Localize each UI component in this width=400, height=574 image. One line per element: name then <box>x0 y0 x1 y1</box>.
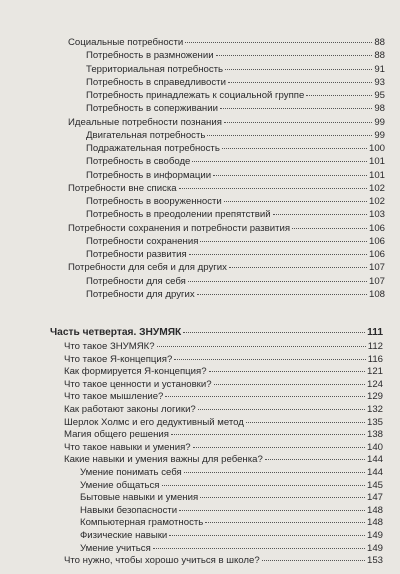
dot-leader <box>222 147 367 149</box>
entry-page-number: 101 <box>368 169 385 181</box>
toc-entry <box>0 391 400 404</box>
dot-leader <box>193 446 365 448</box>
toc-entry <box>0 36 400 49</box>
dot-leader <box>171 433 365 435</box>
entry-title: Потребности сохранения <box>86 235 199 247</box>
entry-page-number: 99 <box>374 129 385 141</box>
entry-title: Физические навыки <box>80 529 168 541</box>
dot-leader <box>216 54 373 56</box>
entry-title: Подражательная потребность <box>86 143 220 154</box>
toc-entry <box>0 341 400 354</box>
dot-leader <box>184 471 365 473</box>
toc-subentry <box>0 275 400 288</box>
dot-leader <box>157 345 366 347</box>
entry-page-number: 144 <box>366 454 383 466</box>
toc-subentry <box>0 480 400 493</box>
entry-title: Магия общего решения <box>64 429 169 441</box>
dot-leader <box>200 496 365 498</box>
dot-leader <box>205 521 365 523</box>
entry-title: Потребности сохранения и потребности развития <box>68 222 291 234</box>
entry-title: Потребности вне списка <box>68 182 177 194</box>
entry-title: Что нужно, чтобы хорошо учиться в школе? <box>64 555 260 567</box>
toc-entry <box>0 182 400 195</box>
entry-page-number: 95 <box>374 90 385 101</box>
toc-subentry <box>0 155 400 168</box>
entry-page-number: 124 <box>366 378 383 390</box>
entry-page-number: 88 <box>374 37 385 48</box>
dot-leader <box>165 395 365 397</box>
toc-subentry <box>0 195 400 208</box>
toc-subentry <box>0 49 400 62</box>
toc-subentry <box>0 235 400 248</box>
entry-title: Социальные потребности <box>68 37 184 48</box>
dot-leader <box>192 160 367 162</box>
toc-subentry <box>0 169 400 182</box>
entry-title: Навыки безопасности <box>80 504 178 516</box>
entry-title: Как работают законы логики? <box>64 403 196 415</box>
toc-subentry <box>0 129 400 142</box>
toc-subentry <box>0 63 400 76</box>
entry-page-number: 106 <box>368 222 385 234</box>
dot-leader <box>169 534 365 536</box>
entry-title: Потребность в преодолении препятствий <box>86 209 271 221</box>
dot-leader <box>185 41 372 43</box>
toc-subentry <box>0 248 400 261</box>
toc-subentry <box>0 505 400 518</box>
toc-entry <box>0 222 400 235</box>
toc-subentry <box>0 288 400 301</box>
dot-leader <box>225 68 372 70</box>
entry-page-number: 145 <box>366 479 383 491</box>
entry-page-number: 121 <box>366 366 383 378</box>
section-gap <box>0 301 400 325</box>
entry-title: Что такое ценности и установки? <box>64 378 212 390</box>
dot-leader <box>214 383 365 385</box>
toc-entry <box>0 417 400 430</box>
entry-title: Идеальные потребности познания <box>68 116 222 128</box>
entry-title: Потребность в информации <box>86 169 212 181</box>
entry-title: Что такое мышление? <box>64 391 164 403</box>
entry-page-number: 138 <box>366 429 383 441</box>
entry-page-number: 116 <box>367 353 383 365</box>
entry-page-number: 91 <box>374 63 385 75</box>
entry-page-number: 147 <box>366 492 383 504</box>
dot-leader <box>292 227 367 229</box>
entry-page-number: 112 <box>367 341 383 352</box>
entry-page-number: 149 <box>366 542 383 554</box>
dot-leader <box>153 547 365 549</box>
entry-title: Что такое ЗНУМЯК? <box>64 341 155 352</box>
entry-page-number: 102 <box>368 196 385 207</box>
dot-leader <box>179 187 367 189</box>
toc-entry <box>0 366 400 379</box>
entry-title: Потребность в размножении <box>86 50 214 62</box>
dot-leader <box>213 174 367 176</box>
toc-entry <box>0 354 400 367</box>
dot-leader <box>273 213 367 215</box>
entry-page-number: 99 <box>374 116 385 128</box>
dot-leader <box>197 293 367 295</box>
table-of-contents <box>0 36 400 568</box>
toc-subentry <box>0 517 400 530</box>
entry-title: Потребности развития <box>86 249 187 260</box>
entry-page-number: 98 <box>374 103 385 115</box>
toc-subentry <box>0 543 400 556</box>
entry-title: Шерлок Холмс и его дедуктивный метод <box>64 416 244 428</box>
entry-title: Потребности для себя <box>86 275 186 287</box>
dot-leader <box>200 240 367 242</box>
toc-entry <box>0 261 400 274</box>
toc-subentry <box>0 89 400 102</box>
entry-title: Потребность в вооруженности <box>86 196 222 207</box>
entry-page-number: 144 <box>366 466 383 478</box>
toc-subentry <box>0 530 400 543</box>
dot-leader <box>189 253 367 255</box>
toc-subentry <box>0 76 400 89</box>
dot-leader <box>183 331 365 333</box>
entry-page-number: 149 <box>366 529 383 541</box>
entry-title: Умение учиться <box>80 542 151 554</box>
dot-leader <box>229 266 367 268</box>
entry-title: Потребность в свободе <box>86 156 191 168</box>
dot-leader <box>224 121 372 123</box>
entry-page-number: 101 <box>368 156 385 168</box>
toc-entry <box>0 555 400 568</box>
entry-page-number: 103 <box>368 209 385 221</box>
toc-entry <box>0 379 400 392</box>
toc-section-needs <box>0 36 400 301</box>
entry-page-number: 140 <box>366 441 383 453</box>
entry-page-number: 148 <box>366 517 383 529</box>
dot-leader <box>262 559 365 561</box>
toc-entry <box>0 442 400 455</box>
entry-page-number: 132 <box>366 403 383 415</box>
entry-page-number: 93 <box>374 76 385 88</box>
toc-entry <box>0 454 400 467</box>
part-title: Часть четвертая. ЗНУМЯК <box>50 327 182 338</box>
entry-page-number: 108 <box>368 288 385 300</box>
dot-leader <box>265 458 365 460</box>
toc-subentry <box>0 467 400 480</box>
dot-leader <box>220 107 372 109</box>
entry-title: Потребность в справедливости <box>86 76 226 88</box>
entry-page-number: 100 <box>368 143 385 154</box>
toc-entry <box>0 429 400 442</box>
entry-page-number: 107 <box>368 275 385 287</box>
dot-leader <box>228 81 372 83</box>
dot-leader <box>162 484 365 486</box>
toc-subentry <box>0 102 400 115</box>
entry-page-number: 107 <box>368 262 385 274</box>
toc-entry <box>0 404 400 417</box>
dot-leader <box>306 94 372 96</box>
entry-page-number: 88 <box>374 50 385 62</box>
entry-page-number: 102 <box>368 182 385 194</box>
dot-leader <box>224 200 367 202</box>
entry-title: Какие навыки и умения важны для ребенка? <box>64 454 263 466</box>
entry-page-number: 129 <box>366 391 383 403</box>
toc-subentry <box>0 142 400 155</box>
entry-page-number: 106 <box>368 235 385 247</box>
toc-entry <box>0 116 400 129</box>
entry-page-number: 153 <box>366 555 383 567</box>
entry-title: Что такое Я-концепция? <box>64 353 173 365</box>
entry-title: Что такое навыки и умения? <box>64 441 191 453</box>
entry-title: Потребности для себя и для других <box>68 262 227 274</box>
toc-subentry <box>0 208 400 221</box>
entry-page-number: 148 <box>366 504 383 516</box>
entry-title: Бытовые навыки и умения <box>80 492 199 504</box>
part-page-number: 111 <box>367 327 383 338</box>
dot-leader <box>246 421 365 423</box>
entry-page-number: 135 <box>366 416 383 428</box>
toc-part-heading <box>0 325 400 341</box>
entry-title: Умение общаться <box>80 479 160 491</box>
dot-leader <box>198 408 365 410</box>
entry-title: Как формируется Я-концепция? <box>64 366 207 378</box>
entry-title: Компьютерная грамотность <box>80 517 204 529</box>
toc-section-znumyak <box>0 341 400 568</box>
entry-page-number: 106 <box>368 249 385 260</box>
entry-title: Двигательная потребность <box>86 129 206 141</box>
dot-leader <box>179 509 365 511</box>
entry-title: Потребности для других <box>86 288 195 300</box>
entry-title: Умение понимать себя <box>80 466 182 478</box>
entry-title: Потребность в соперживании <box>86 103 218 115</box>
dot-leader <box>209 370 365 372</box>
dot-leader <box>174 358 365 360</box>
entry-title: Потребность принадлежать к социальной группе <box>86 90 305 101</box>
dot-leader <box>188 280 367 282</box>
entry-title: Территориальная потребность <box>86 63 224 75</box>
dot-leader <box>207 134 372 136</box>
toc-subentry <box>0 492 400 505</box>
